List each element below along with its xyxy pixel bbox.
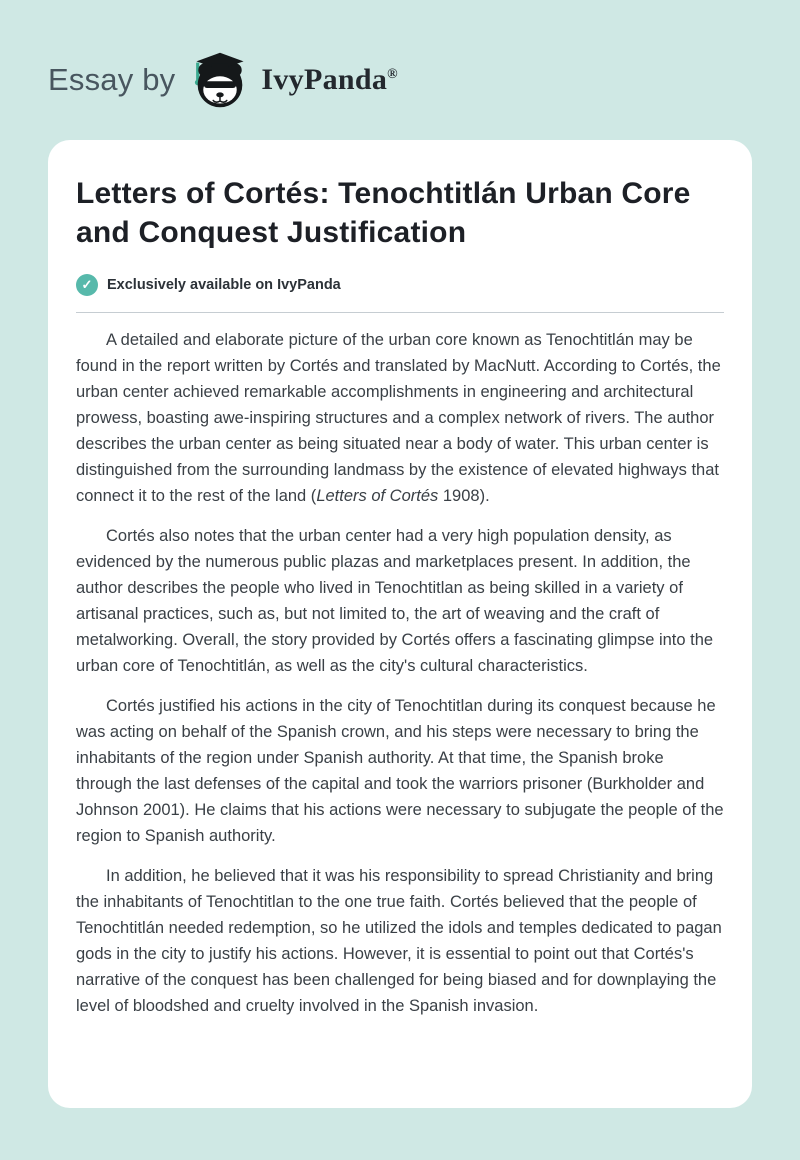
availability-label: Exclusively available on IvyPanda (107, 277, 341, 293)
check-icon: ✓ (76, 274, 98, 296)
brand-link[interactable] (189, 49, 398, 111)
essay-card (48, 140, 752, 1108)
paragraph-2: Cortés also notes that the urban center had a very high population density, as evidenced by the numerous public plazas and marketplaces present. In addition, the author describes the people who lived in Tenochtitlan as being skilled in a variety of artisanal practices, such as, but not limited to, the art of weaving and the craft of metalworking. Overall, the story provided by Cortés offers a fascinating glimpse into the urban core of Tenochtitlán, as well as the city's cultural characteristics. (76, 527, 714, 675)
availability-row (76, 274, 724, 296)
registered-mark: ® (387, 67, 398, 82)
paragraph-1-citation-title: Letters of Cortés (316, 487, 439, 505)
divider (76, 312, 724, 313)
ivypanda-panda-logo-icon (189, 49, 251, 111)
article-title: Letters of Cortés: Tenochtitlán Urban Core and Conquest Justification (76, 177, 691, 249)
essay-body (76, 327, 724, 1019)
page-header (0, 0, 800, 118)
brand-name: IvyPanda® (261, 63, 398, 96)
paragraph-3: Cortés justified his actions in the city of Tenochtitlan during its conquest because he was acting on behalf of the Spanish crown, and his steps were necessary to bring the inhabitants of the region under Spanish authority. At that time, the Spanish broke through the last defenses of the capital and took the warriors prisoner (Burkholder and Johnson 2001). He claims that his actions were necessary to subjugate the people of the region to Spanish authority. (76, 697, 724, 845)
paragraph-1-citation-year: 1908). (438, 487, 490, 505)
essay-by-label: Essay by (48, 62, 176, 97)
paragraph-1 (76, 327, 724, 509)
paragraph-4: In addition, he believed that it was his responsibility to spread Christianity and bring the inhabitants of Tenochtitlan to the one true faith. Cortés believed that the people of Tenochtitlán needed redemption, so he utilized the idols and temples dedicated to pagan gods in the city to justify his actions. However, it is essential to point out that Cortés's narrative of the conquest has been challenged for being biased and for downplaying the level of bloodshed and cruelty involved in the Spanish invasion. (76, 867, 722, 1015)
paragraph-1-text: A detailed and elaborate picture of the urban core known as Tenochtitlán may be found in the report written by Cortés and translated by MacNutt. According to Cortés, the urban center achieved remarkable accomplishments in engineering and architectural prowess, boasting awe-inspiring structures and a complex network of rivers. The author describes the urban center as being situated near a body of water. This urban center is distinguished from the surrounding landmass by the existence of elevated highways that connect it to the rest of the land ( (76, 331, 721, 505)
